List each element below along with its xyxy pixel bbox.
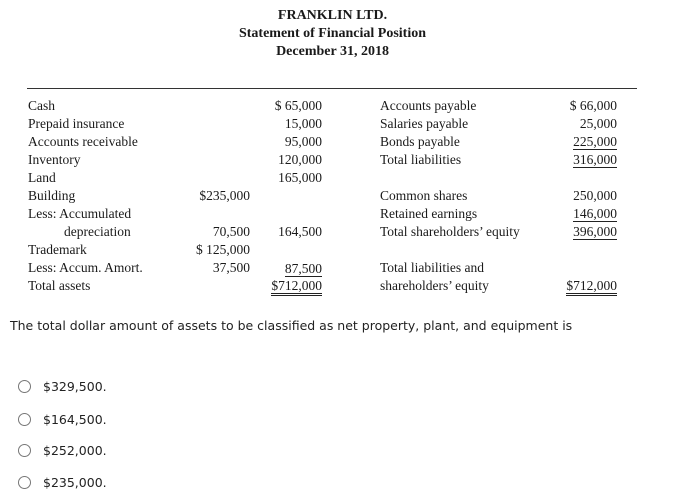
building-label: Building xyxy=(28,188,76,203)
depreciation-value: 70,500 xyxy=(212,224,250,239)
total-equity-label: Total shareholders’ equity xyxy=(380,224,520,239)
inventory-value: 120,000 xyxy=(278,152,322,167)
total-liabilities-value: 316,000 xyxy=(573,152,617,167)
retained-earnings-label: Retained earnings xyxy=(380,206,478,221)
sp-value: 25,000 xyxy=(579,116,617,131)
company-name: FRANKLIN LTD. xyxy=(277,8,388,23)
total-le-value: $712,000 xyxy=(566,278,617,296)
retained-earnings-value: 146,000 xyxy=(573,206,617,221)
amort-value: 37,500 xyxy=(212,260,250,275)
total-liabilities-label: Total liabilities xyxy=(380,152,462,167)
building-value: $235,000 xyxy=(199,188,250,203)
statement-date: December 31, 2018 xyxy=(276,44,389,59)
total-le-label-line2: shareholders’ equity xyxy=(380,278,489,293)
header-divider xyxy=(27,88,637,89)
option-4[interactable] xyxy=(18,473,107,491)
prepaid-value: 15,000 xyxy=(284,116,322,131)
question-text: The total dollar amount of assets to be classified as net property, plant, and equipment is xyxy=(10,318,573,333)
less-amort-label: Less: Accum. Amort. xyxy=(28,260,143,275)
total-equity-value: 396,000 xyxy=(573,224,617,239)
less-accumulated-label: Less: Accumulated xyxy=(28,206,132,221)
common-shares-label: Common shares xyxy=(380,188,468,203)
option-label: $164,500. xyxy=(43,411,107,427)
ap-value: $ 66,000 xyxy=(569,98,617,113)
prepaid-label: Prepaid insurance xyxy=(28,116,125,131)
radio-button[interactable] xyxy=(18,413,31,426)
total-assets-label: Total assets xyxy=(28,278,91,293)
cash-value: $ 65,000 xyxy=(274,98,322,113)
trademark-label: Trademark xyxy=(28,242,87,257)
radio-button[interactable] xyxy=(18,380,31,393)
ar-label: Accounts receivable xyxy=(28,134,138,149)
common-shares-value: 250,000 xyxy=(573,188,617,203)
ar-value: 95,000 xyxy=(284,134,322,149)
statement-title: Statement of Financial Position xyxy=(238,26,427,41)
ap-label: Accounts payable xyxy=(380,98,477,113)
option-label: $235,000. xyxy=(43,474,107,490)
option-label: $329,500. xyxy=(43,378,107,394)
cash-label: Cash xyxy=(28,98,55,113)
depreciation-label: depreciation xyxy=(64,224,131,239)
bp-label: Bonds payable xyxy=(380,134,460,149)
inventory-label: Inventory xyxy=(28,152,81,167)
option-label: $252,000. xyxy=(43,442,107,458)
option-1[interactable] xyxy=(18,377,107,395)
total-assets-value: $712,000 xyxy=(271,278,322,296)
radio-button[interactable] xyxy=(18,476,31,489)
total-le-label-line1: Total liabilities and xyxy=(380,260,485,275)
option-2[interactable] xyxy=(18,410,107,428)
bp-value: 225,000 xyxy=(573,134,617,149)
building-net-value: 164,500 xyxy=(278,224,322,239)
trademark-value: $ 125,000 xyxy=(196,242,250,257)
sp-label: Salaries payable xyxy=(380,116,469,131)
land-label: Land xyxy=(28,170,56,185)
trademark-net-value: 87,500 xyxy=(284,261,322,276)
land-value: 165,000 xyxy=(278,170,322,185)
radio-button[interactable] xyxy=(18,444,31,457)
option-3[interactable] xyxy=(18,441,107,459)
